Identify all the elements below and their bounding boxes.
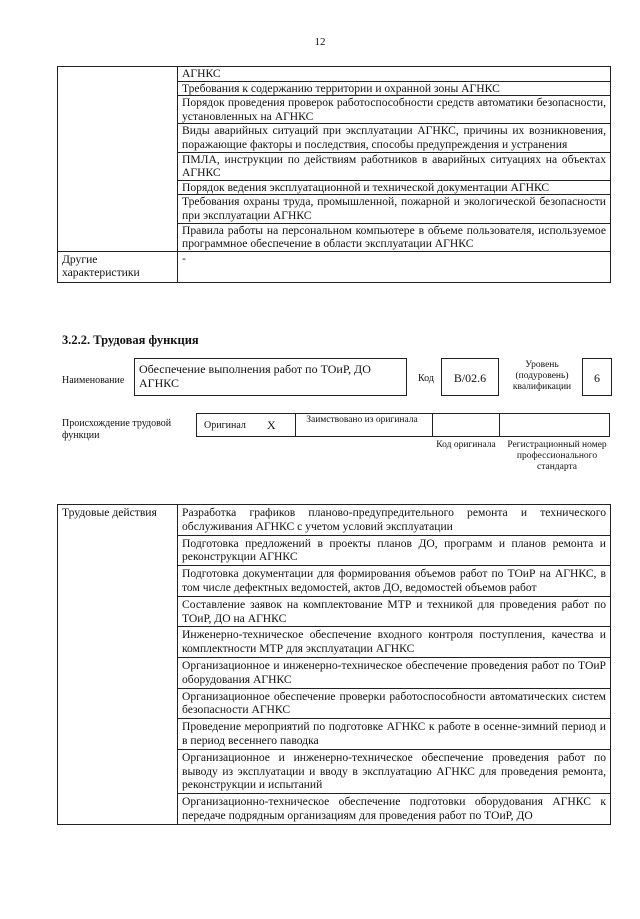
origin-divider — [432, 414, 433, 436]
level-label: Уровень (подуровень) квалификации — [512, 360, 572, 392]
knowledge-item: Виды аварийных ситуаций при эксплуатации АГНКС, причины их возникновения, поражающие факторы и последствия, способы предупреждения и устранения — [178, 124, 611, 152]
original-label: Оригинал — [204, 420, 246, 431]
knowledge-item: Требования к содержанию территории и охранной зоны АГНКС — [178, 81, 611, 96]
knowledge-label-cell — [58, 67, 178, 252]
function-code: В/02.6 — [453, 371, 487, 385]
labor-action-item: Разработка графиков планово-предупредительного ремонта и технического обслуживания АГНКС с учетом условий эксплуатации — [178, 505, 611, 536]
labor-action-item: Проведение мероприятий по подготовке АГНКС к работе в осенне-зимний период и в период весеннего паводка — [178, 719, 611, 750]
labor-actions-table — [57, 504, 611, 825]
function-name-box — [134, 358, 407, 396]
original-mark: X — [267, 418, 276, 432]
knowledge-item: Порядок ведения эксплуатационной и технической документации АГНКС — [178, 180, 611, 195]
level-value: 6 — [594, 371, 600, 385]
function-name: Обеспечение выполнения работ по ТОиР, ДО АГНКС — [139, 362, 371, 390]
knowledge-item: АГНКС — [178, 67, 611, 82]
labor-action-item: Организационное и инженерно-техническое обеспечение проведения работ по выводу из эксплуатации и вводу в эксплуатацию АГНКС для проведения ремонта, реконструкции и испытаний — [178, 749, 611, 793]
level-box — [582, 358, 612, 396]
name-label: Наименование — [62, 375, 125, 386]
origin-divider — [499, 414, 500, 436]
origin-label: Происхождение трудовой функции — [62, 418, 172, 441]
code-original-caption: Код оригинала — [436, 440, 496, 450]
labor-action-item: Организационно-техническое обеспечение подготовки оборудования АГНКС к передаче подрядным организациям для проведения работ по ТОиР, ДО — [178, 794, 611, 825]
knowledge-item: Правила работы на персональном компьютере в объеме пользователя, используемое программное обеспечение в области эксплуатации АГНКС — [178, 223, 611, 251]
labor-action-item: Составление заявок на комплектование МТР и техникой для проведения работ по ТОиР, ДО на АГНКС — [178, 596, 611, 627]
knowledge-item: Порядок проведения проверок работоспособности средств автоматики безопасности, установленных на АГНКС — [178, 96, 611, 124]
labor-action-item: Организационное и инженерно-техническое обеспечение проведения работ по ТОиР оборудования АГНКС — [178, 657, 611, 688]
registration-number-caption: Регистрационный номер профессионального стандарта — [507, 440, 607, 472]
borrowed-label: Заимствовано из оригинала — [306, 415, 418, 425]
labor-action-item: Организационное обеспечение проверки работоспособности автоматических систем безопасности АГНКС — [178, 688, 611, 719]
labor-action-item: Подготовка предложений в проекты планов ДО, программ и планов ремонта и реконструкции АГНКС — [178, 535, 611, 566]
knowledge-table — [57, 66, 611, 283]
labor-action-item: Подготовка документации для формирования объемов работ по ТОиР на АГНКС, в том числе дефектных ведомостей, актов ДО, ведомостей объемов работ — [178, 566, 611, 597]
function-code-box — [441, 358, 499, 396]
knowledge-item: ПМЛА, инструкции по действиям работников в аварийных ситуациях на объектах АГНКС — [178, 152, 611, 180]
other-characteristics-label: Другие характеристики — [58, 251, 178, 282]
origin-divider — [295, 414, 296, 436]
labor-actions-label: Трудовые действия — [58, 505, 178, 825]
section-title: 3.2.2. Трудовая функция — [62, 333, 199, 347]
labor-action-item: Инженерно-техническое обеспечение входного контроля поступления, качества и комплектности МТР для эксплуатации АГНКС — [178, 627, 611, 658]
knowledge-item: Требования охраны труда, промышленной, пожарной и экологической безопасности при эксплуатации АГНКС — [178, 195, 611, 223]
page-number: 12 — [314, 36, 326, 48]
origin-grid — [196, 413, 610, 437]
other-characteristics-value: - — [178, 251, 611, 282]
code-label: Код — [418, 373, 434, 384]
